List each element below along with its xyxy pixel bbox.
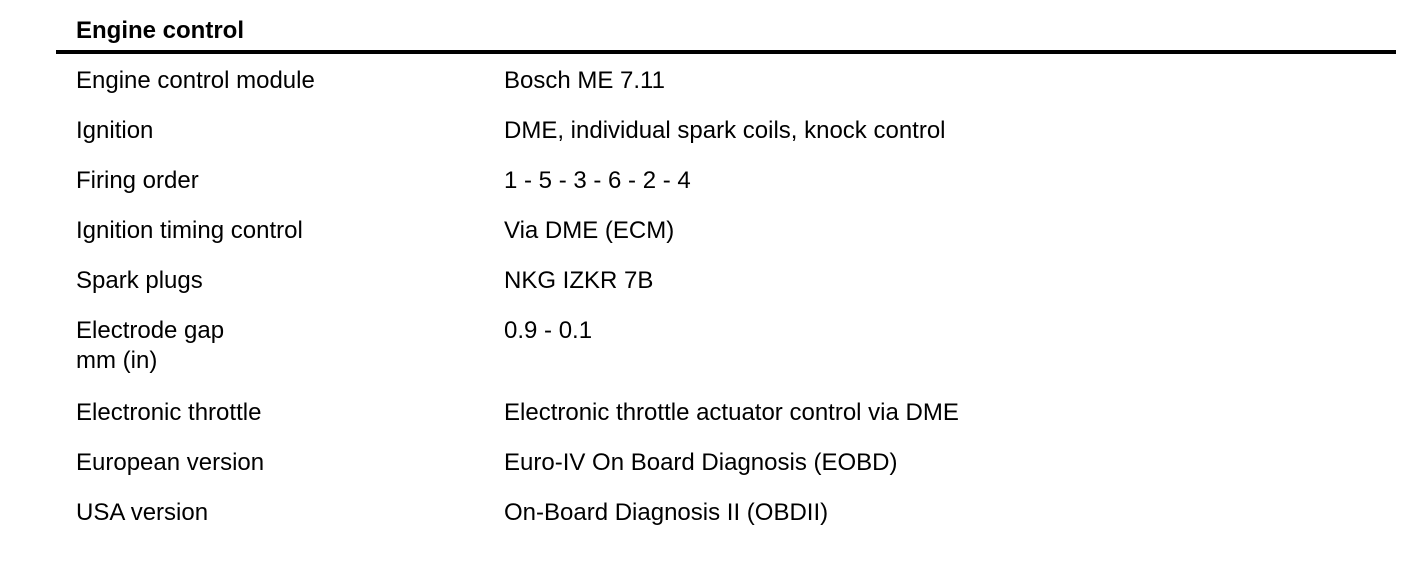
row-value: NKG IZKR 7B <box>504 267 654 294</box>
row-value: Euro-IV On Board Diagnosis (EOBD) <box>504 449 898 476</box>
table-row <box>56 166 1396 216</box>
row-value: 0.9 - 0.1 <box>504 317 593 344</box>
row-value: Via DME (ECM) <box>504 217 675 244</box>
table-row <box>56 498 1396 548</box>
row-value: 1 - 5 - 3 - 6 - 2 - 4 <box>504 167 691 194</box>
table-rows <box>56 66 1396 548</box>
table-row <box>56 216 1396 266</box>
row-label: Ignition <box>76 117 154 144</box>
engine-control-spec-table <box>56 0 1396 548</box>
row-value: Bosch ME 7.11 <box>504 67 665 94</box>
table-title: Engine control <box>56 0 1396 54</box>
row-value: Electronic throttle actuator control via DME <box>504 399 959 426</box>
row-value: On-Board Diagnosis II (OBDII) <box>504 499 829 526</box>
row-label: Engine control module <box>76 67 315 94</box>
table-row <box>56 116 1396 166</box>
table-row <box>56 266 1396 316</box>
row-label: Electronic throttle <box>76 399 262 426</box>
row-label: Spark plugs <box>76 267 203 294</box>
row-label: USA version <box>76 499 209 526</box>
table-row <box>56 398 1396 448</box>
row-label: Ignition timing control <box>76 217 303 244</box>
table-row <box>56 448 1396 498</box>
table-row <box>56 316 1396 398</box>
row-label: Electrode gap mm (in) <box>76 317 225 374</box>
row-label: Firing order <box>76 167 199 194</box>
table-row <box>56 66 1396 116</box>
row-value: DME, individual spark coils, knock control <box>504 117 946 144</box>
row-label: European version <box>76 449 265 476</box>
